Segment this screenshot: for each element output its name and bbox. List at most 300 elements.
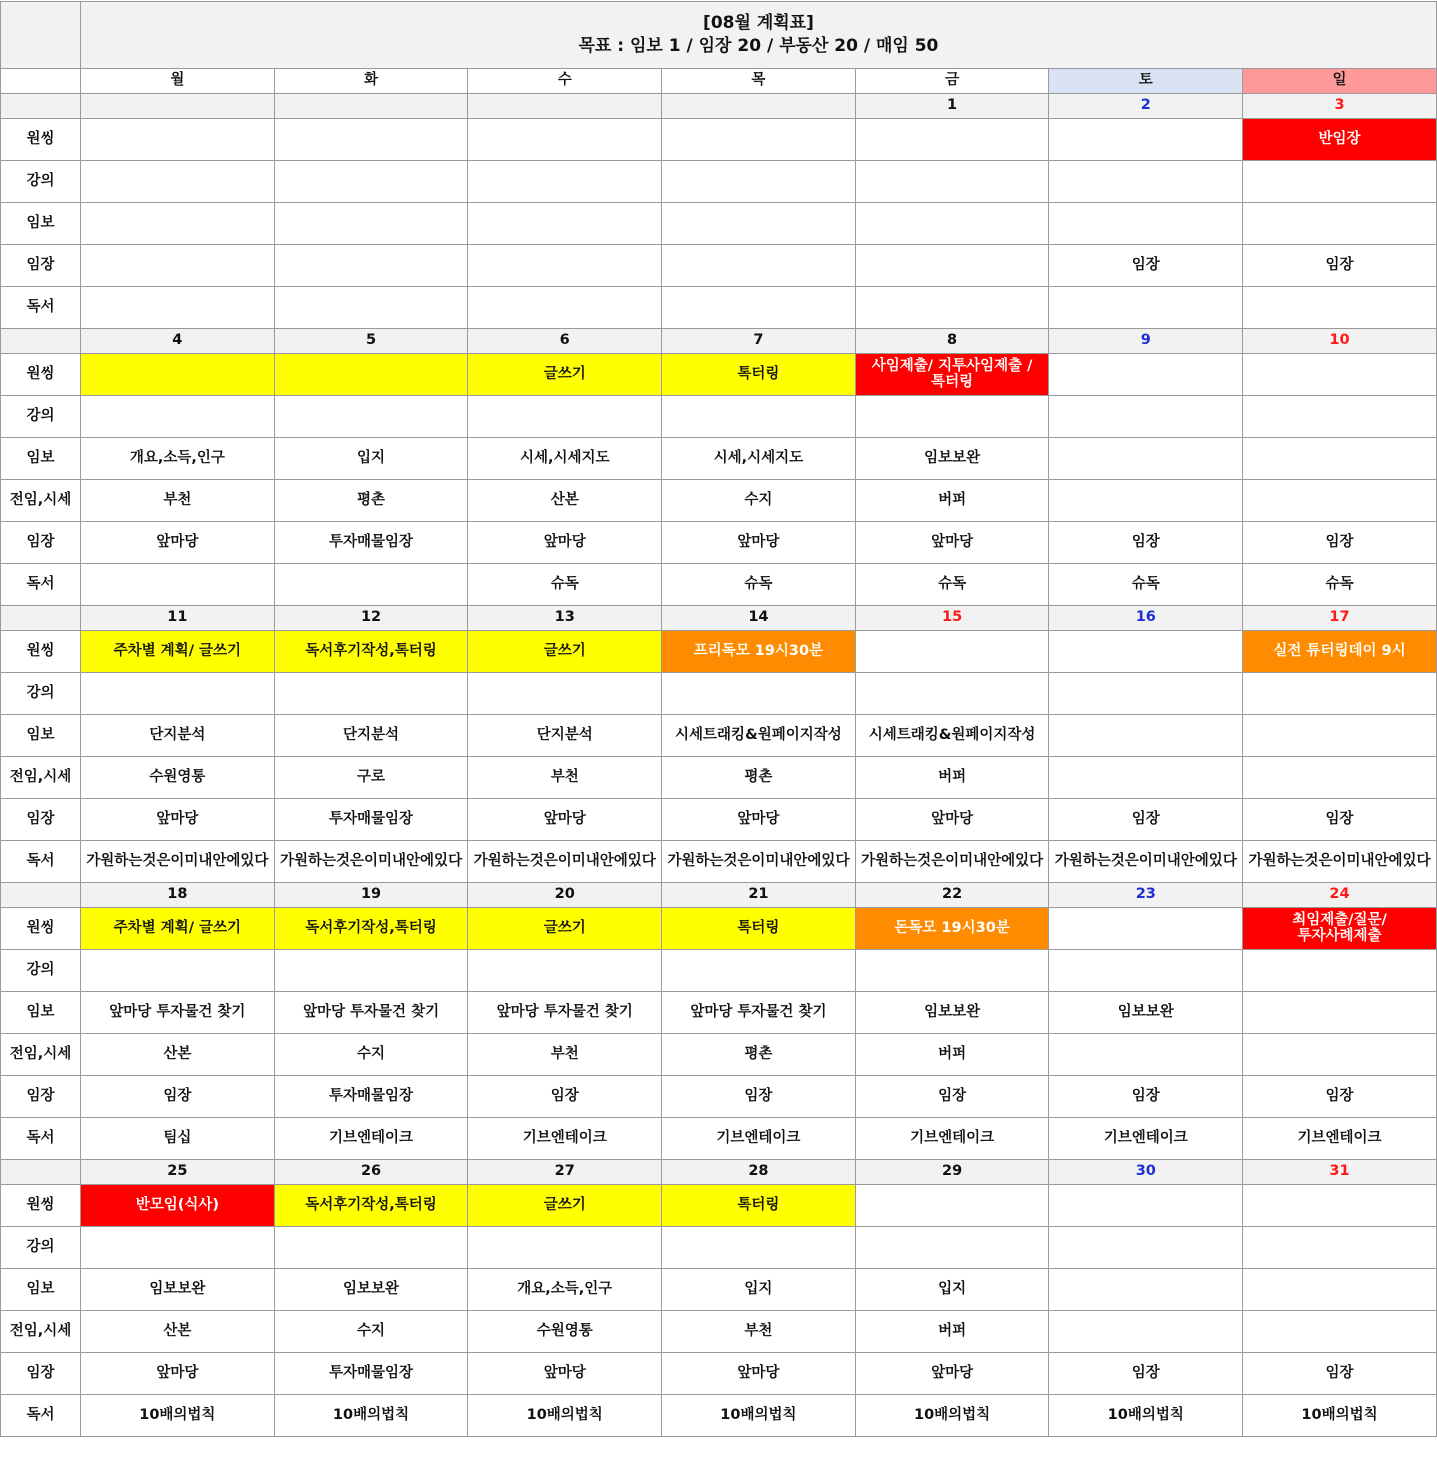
- row-label: 전임,시세: [1, 480, 81, 522]
- plan-cell: 기브엔테이크: [855, 1118, 1049, 1160]
- day-number: 17: [1243, 606, 1437, 631]
- plan-cell: 투자매물임장: [274, 799, 468, 841]
- row-label: 강의: [1, 950, 81, 992]
- plan-cell: [1243, 950, 1437, 992]
- plan-cell: [855, 203, 1049, 245]
- plan-cell: 글쓰기: [468, 354, 662, 396]
- plan-cell: 임보보완: [855, 992, 1049, 1034]
- day-number: 29: [855, 1160, 1049, 1185]
- plan-cell: [81, 354, 275, 396]
- plan-cell: 임장: [468, 1076, 662, 1118]
- plan-cell: 앞마당 투자물건 찾기: [468, 992, 662, 1034]
- plan-cell: 독서후기작성,톡터링: [274, 631, 468, 673]
- weekday-corner: [1, 69, 81, 94]
- plan-cell: [274, 245, 468, 287]
- day-number: 26: [274, 1160, 468, 1185]
- plan-cell: [662, 287, 856, 329]
- plan-row: [1, 287, 1437, 329]
- plan-cell: [81, 203, 275, 245]
- plan-cell: 독서후기작성,톡터링: [274, 908, 468, 950]
- plan-cell: [274, 161, 468, 203]
- plan-cell: [855, 245, 1049, 287]
- plan-cell: 임장: [1049, 799, 1243, 841]
- plan-cell: [274, 564, 468, 606]
- plan-cell: 단지분석: [81, 715, 275, 757]
- plan-cell: [855, 119, 1049, 161]
- day-number: 9: [1049, 329, 1243, 354]
- plan-cell: 임장: [1243, 1076, 1437, 1118]
- plan-cell: [1049, 119, 1243, 161]
- plan-cell: 임장: [855, 1076, 1049, 1118]
- plan-cell: 가원하는것은이미내안에있다: [468, 841, 662, 883]
- plan-cell-line: 톡터링: [931, 373, 974, 390]
- row-label: 원씽: [1, 119, 81, 161]
- plan-cell: [274, 203, 468, 245]
- plan-row: [1, 1353, 1437, 1395]
- plan-cell: [1243, 1311, 1437, 1353]
- plan-row: [1, 522, 1437, 564]
- plan-cell: 글쓰기: [468, 1185, 662, 1227]
- daynum-corner: [1, 606, 81, 631]
- plan-cell: 산본: [81, 1311, 275, 1353]
- plan-cell: 구로: [274, 757, 468, 799]
- day-number: 22: [855, 883, 1049, 908]
- row-label: 원씽: [1, 631, 81, 673]
- row-label: 전임,시세: [1, 1311, 81, 1353]
- day-number: 7: [662, 329, 856, 354]
- plan-cell: 슈독: [662, 564, 856, 606]
- plan-cell: [468, 161, 662, 203]
- day-number: 12: [274, 606, 468, 631]
- plan-cell: [1049, 396, 1243, 438]
- plan-cell: 임보보완: [1049, 992, 1243, 1034]
- plan-cell: 산본: [468, 480, 662, 522]
- weekday-fri: 금: [855, 69, 1049, 94]
- plan-row: [1, 1034, 1437, 1076]
- plan-cell: [1049, 354, 1243, 396]
- plan-cell: 산본: [81, 1034, 275, 1076]
- plan-cell: 평촌: [662, 757, 856, 799]
- plan-cell: [274, 396, 468, 438]
- plan-cell: 10배의법칙: [855, 1395, 1049, 1437]
- row-label: 원씽: [1, 354, 81, 396]
- plan-cell: 수원영통: [81, 757, 275, 799]
- plan-cell: 앞마당 투자물건 찾기: [81, 992, 275, 1034]
- plan-cell: 앞마당: [468, 799, 662, 841]
- plan-cell: 임장: [1243, 522, 1437, 564]
- day-number: 2: [1049, 94, 1243, 119]
- plan-cell: 앞마당 투자물건 찾기: [274, 992, 468, 1034]
- plan-row: [1, 715, 1437, 757]
- plan-row: [1, 1227, 1437, 1269]
- plan-cell: 톡터링: [662, 354, 856, 396]
- row-label: 독서: [1, 564, 81, 606]
- plan-cell: 가원하는것은이미내안에있다: [81, 841, 275, 883]
- row-label: 독서: [1, 841, 81, 883]
- plan-cell: [1049, 1311, 1243, 1353]
- plan-cell: [662, 396, 856, 438]
- plan-cell: 10배의법칙: [1243, 1395, 1437, 1437]
- plan-cell: [662, 245, 856, 287]
- plan-cell: [855, 950, 1049, 992]
- plan-row: [1, 673, 1437, 715]
- day-number: 27: [468, 1160, 662, 1185]
- plan-cell: 글쓰기: [468, 631, 662, 673]
- plan-cell: [81, 161, 275, 203]
- plan-cell: 버퍼: [855, 480, 1049, 522]
- weekday-mon: 월: [81, 69, 275, 94]
- plan-cell: [274, 287, 468, 329]
- row-label: 임보: [1, 1269, 81, 1311]
- day-number: 11: [81, 606, 275, 631]
- weekday-sun: 일: [1243, 69, 1437, 94]
- plan-cell: [855, 673, 1049, 715]
- plan-cell: 시세트래킹&원페이지작성: [855, 715, 1049, 757]
- plan-cell: [81, 1227, 275, 1269]
- plan-cell: [1049, 287, 1243, 329]
- plan-cell: [1243, 354, 1437, 396]
- plan-cell: [1049, 631, 1243, 673]
- row-label: 원씽: [1, 1185, 81, 1227]
- plan-cell: 가원하는것은이미내안에있다: [662, 841, 856, 883]
- plan-cell: 10배의법칙: [662, 1395, 856, 1437]
- day-number: 3: [1243, 94, 1437, 119]
- plan-row: [1, 161, 1437, 203]
- day-number: 21: [662, 883, 856, 908]
- plan-cell: [81, 950, 275, 992]
- plan-cell: 입지: [662, 1269, 856, 1311]
- daynum-corner: [1, 329, 81, 354]
- plan-cell: [1049, 161, 1243, 203]
- plan-cell: 주차별 계획/ 글쓰기: [81, 631, 275, 673]
- plan-cell: 수지: [274, 1311, 468, 1353]
- day-number: 1: [855, 94, 1049, 119]
- plan-row: [1, 1076, 1437, 1118]
- plan-cell: [662, 673, 856, 715]
- plan-cell: 기브엔테이크: [1243, 1118, 1437, 1160]
- row-label: 독서: [1, 1118, 81, 1160]
- corner-cell: [1, 2, 81, 69]
- plan-row: [1, 203, 1437, 245]
- row-label: 강의: [1, 161, 81, 203]
- plan-cell: 투자매물임장: [274, 1353, 468, 1395]
- plan-cell: [468, 203, 662, 245]
- plan-cell: 독서후기작성,톡터링: [274, 1185, 468, 1227]
- plan-cell: 부천: [662, 1311, 856, 1353]
- plan-row: [1, 1395, 1437, 1437]
- plan-cell: 평촌: [274, 480, 468, 522]
- plan-cell: 기브엔테이크: [468, 1118, 662, 1160]
- title-cell: [81, 2, 1437, 69]
- plan-cell: [81, 245, 275, 287]
- plan-cell: [662, 161, 856, 203]
- plan-cell: [1243, 396, 1437, 438]
- plan-row: [1, 841, 1437, 883]
- plan-cell: 버퍼: [855, 757, 1049, 799]
- day-number: 31: [1243, 1160, 1437, 1185]
- day-number: [662, 94, 856, 119]
- plan-cell: [274, 1227, 468, 1269]
- row-label: 임장: [1, 522, 81, 564]
- plan-cell: 단지분석: [274, 715, 468, 757]
- plan-row: [1, 1118, 1437, 1160]
- plan-cell: [1049, 1034, 1243, 1076]
- daynum-corner: [1, 1160, 81, 1185]
- row-label: 임장: [1, 1076, 81, 1118]
- plan-cell: [1049, 203, 1243, 245]
- plan-cell: [1049, 950, 1243, 992]
- plan-cell: [662, 950, 856, 992]
- plan-cell-line: 투자사례제출: [1297, 927, 1382, 944]
- plan-row: [1, 1185, 1437, 1227]
- plan-cell: 실전 튜터링데이 9시: [1243, 631, 1437, 673]
- plan-cell: [274, 119, 468, 161]
- plan-cell: 수지: [274, 1034, 468, 1076]
- row-label: 임보: [1, 715, 81, 757]
- day-number: 30: [1049, 1160, 1243, 1185]
- plan-cell: [1243, 203, 1437, 245]
- plan-cell: 투자매물임장: [274, 522, 468, 564]
- plan-cell: [468, 245, 662, 287]
- plan-cell: 가원하는것은이미내안에있다: [1049, 841, 1243, 883]
- plan-cell: 주차별 계획/ 글쓰기: [81, 908, 275, 950]
- plan-cell: 슈독: [468, 564, 662, 606]
- row-label: 임보: [1, 438, 81, 480]
- day-number: 23: [1049, 883, 1243, 908]
- plan-cell: 10배의법칙: [1049, 1395, 1243, 1437]
- goal-text: 목표 : 임보 1 / 임장 20 / 부동산 20 / 매임 50: [578, 36, 939, 56]
- row-label: 원씽: [1, 908, 81, 950]
- row-label: 임장: [1, 245, 81, 287]
- day-number: 10: [1243, 329, 1437, 354]
- plan-cell: 톡터링: [662, 1185, 856, 1227]
- plan-cell: [662, 119, 856, 161]
- plan-cell: 앞마당: [662, 1353, 856, 1395]
- day-number: 6: [468, 329, 662, 354]
- plan-cell: 돈독모 19시30분: [855, 908, 1049, 950]
- plan-cell: 시세트래킹&원페이지작성: [662, 715, 856, 757]
- row-label: 독서: [1, 287, 81, 329]
- plan-cell: 앞마당: [855, 799, 1049, 841]
- plan-cell: [1049, 438, 1243, 480]
- plan-row: [1, 245, 1437, 287]
- plan-cell: 반모임(식사): [81, 1185, 275, 1227]
- day-number: 13: [468, 606, 662, 631]
- day-number: 15: [855, 606, 1049, 631]
- weekday-wed: 수: [468, 69, 662, 94]
- plan-row: [1, 564, 1437, 606]
- plan-cell: 입지: [855, 1269, 1049, 1311]
- plan-cell: [1243, 673, 1437, 715]
- plan-cell: [1243, 161, 1437, 203]
- plan-cell: 임장: [662, 1076, 856, 1118]
- plan-cell: 임보보완: [855, 438, 1049, 480]
- plan-cell: 투자매물임장: [274, 1076, 468, 1118]
- plan-cell: [1243, 715, 1437, 757]
- plan-cell: 슈독: [855, 564, 1049, 606]
- plan-cell: 임장: [1049, 1353, 1243, 1395]
- plan-cell: [81, 564, 275, 606]
- plan-row: [1, 396, 1437, 438]
- plan-cell: 10배의법칙: [81, 1395, 275, 1437]
- weekday-thu: 목: [662, 69, 856, 94]
- row-label: 독서: [1, 1395, 81, 1437]
- plan-cell: [274, 950, 468, 992]
- plan-cell: 수원영통: [468, 1311, 662, 1353]
- day-number: 20: [468, 883, 662, 908]
- plan-cell: [855, 287, 1049, 329]
- row-label: 전임,시세: [1, 1034, 81, 1076]
- plan-cell: [1243, 757, 1437, 799]
- plan-cell-line: 최임제출/질문/: [1292, 911, 1387, 928]
- day-number: [81, 94, 275, 119]
- plan-cell: 부천: [468, 1034, 662, 1076]
- plan-cell: 임보보완: [81, 1269, 275, 1311]
- daynum-corner: [1, 883, 81, 908]
- plan-cell: [468, 673, 662, 715]
- plan-cell: 임장: [1243, 1353, 1437, 1395]
- plan-cell: 기브엔테이크: [1049, 1118, 1243, 1160]
- plan-row: [1, 757, 1437, 799]
- plan-cell: 반임장: [1243, 119, 1437, 161]
- plan-cell: 시세,시세지도: [468, 438, 662, 480]
- plan-cell: 입지: [274, 438, 468, 480]
- plan-cell: 앞마당: [662, 799, 856, 841]
- plan-cell: 10배의법칙: [274, 1395, 468, 1437]
- plan-cell: 버퍼: [855, 1034, 1049, 1076]
- plan-row: [1, 1311, 1437, 1353]
- day-number: 16: [1049, 606, 1243, 631]
- plan-cell: [468, 119, 662, 161]
- day-number: 14: [662, 606, 856, 631]
- plan-cell: 단지분석: [468, 715, 662, 757]
- plan-cell: [1243, 438, 1437, 480]
- plan-cell: 슈독: [1243, 564, 1437, 606]
- plan-cell: 앞마당: [855, 522, 1049, 564]
- plan-cell: [468, 1227, 662, 1269]
- plan-cell: [1049, 1269, 1243, 1311]
- row-label: 임보: [1, 203, 81, 245]
- row-label: 임장: [1, 799, 81, 841]
- plan-cell: 가원하는것은이미내안에있다: [1243, 841, 1437, 883]
- day-number: 18: [81, 883, 275, 908]
- plan-cell: [1243, 1185, 1437, 1227]
- daynum-corner: [1, 94, 81, 119]
- plan-cell: 기브엔테이크: [662, 1118, 856, 1160]
- plan-cell: [1243, 992, 1437, 1034]
- plan-cell: [662, 203, 856, 245]
- day-number: [274, 94, 468, 119]
- day-number: 4: [81, 329, 275, 354]
- plan-cell: 버퍼: [855, 1311, 1049, 1353]
- plan-cell: [274, 354, 468, 396]
- plan-cell: [1049, 757, 1243, 799]
- plan-cell: [81, 396, 275, 438]
- plan-cell: 임장: [1049, 245, 1243, 287]
- plan-cell: 부천: [468, 757, 662, 799]
- plan-cell: 프리독모 19시30분: [662, 631, 856, 673]
- page-title: [08월 계획표]: [703, 13, 814, 34]
- day-number: 19: [274, 883, 468, 908]
- plan-cell: [1049, 1227, 1243, 1269]
- plan-cell: [855, 1185, 1049, 1227]
- plan-row: [1, 119, 1437, 161]
- plan-cell: [1049, 673, 1243, 715]
- plan-cell: 임장: [81, 1076, 275, 1118]
- day-number: 5: [274, 329, 468, 354]
- plan-cell: 임장: [1049, 1076, 1243, 1118]
- plan-cell: [855, 396, 1049, 438]
- plan-row: [1, 908, 1437, 950]
- day-number: [468, 94, 662, 119]
- plan-cell: 임장: [1243, 799, 1437, 841]
- day-number: 8: [855, 329, 1049, 354]
- plan-cell: 임장: [1243, 245, 1437, 287]
- plan-cell: [468, 287, 662, 329]
- weekday-tue: 화: [274, 69, 468, 94]
- plan-cell: 가원하는것은이미내안에있다: [855, 841, 1049, 883]
- plan-cell: 팀십: [81, 1118, 275, 1160]
- plan-cell: [1243, 1227, 1437, 1269]
- plan-row: [1, 631, 1437, 673]
- plan-cell: [1243, 480, 1437, 522]
- plan-cell: 평촌: [662, 1034, 856, 1076]
- plan-cell: [81, 119, 275, 161]
- plan-cell: [274, 673, 468, 715]
- plan-cell: 앞마당: [81, 522, 275, 564]
- plan-cell: [1049, 1185, 1243, 1227]
- plan-cell: 슈독: [1049, 564, 1243, 606]
- plan-cell: 앞마당: [468, 522, 662, 564]
- plan-cell: [1243, 287, 1437, 329]
- plan-cell: 가원하는것은이미내안에있다: [274, 841, 468, 883]
- row-label: 전임,시세: [1, 757, 81, 799]
- row-label: 강의: [1, 396, 81, 438]
- plan-row: [1, 799, 1437, 841]
- monthly-plan-table: [0, 1, 1437, 1437]
- plan-cell: 10배의법칙: [468, 1395, 662, 1437]
- plan-cell: 앞마당 투자물건 찾기: [662, 992, 856, 1034]
- plan-cell: [81, 673, 275, 715]
- plan-cell: [1049, 480, 1243, 522]
- plan-row: [1, 354, 1437, 396]
- plan-cell: 앞마당: [81, 1353, 275, 1395]
- plan-cell: [1049, 908, 1243, 950]
- plan-cell: [1243, 1269, 1437, 1311]
- plan-cell: 개요,소득,인구: [468, 1269, 662, 1311]
- plan-cell: 기브엔테이크: [274, 1118, 468, 1160]
- plan-row: [1, 992, 1437, 1034]
- plan-cell: [855, 161, 1049, 203]
- plan-row: [1, 1269, 1437, 1311]
- plan-cell: [855, 631, 1049, 673]
- plan-cell: 앞마당: [855, 1353, 1049, 1395]
- plan-cell: 개요,소득,인구: [81, 438, 275, 480]
- plan-cell: [468, 950, 662, 992]
- plan-cell: 앞마당: [468, 1353, 662, 1395]
- plan-cell: [855, 1227, 1049, 1269]
- plan-cell: 톡터링: [662, 908, 856, 950]
- plan-cell: [1243, 908, 1437, 950]
- plan-cell: 부천: [81, 480, 275, 522]
- day-number: 28: [662, 1160, 856, 1185]
- plan-cell: [1049, 715, 1243, 757]
- row-label: 임보: [1, 992, 81, 1034]
- day-number: 24: [1243, 883, 1437, 908]
- plan-cell: 글쓰기: [468, 908, 662, 950]
- plan-cell: 앞마당: [81, 799, 275, 841]
- plan-row: [1, 438, 1437, 480]
